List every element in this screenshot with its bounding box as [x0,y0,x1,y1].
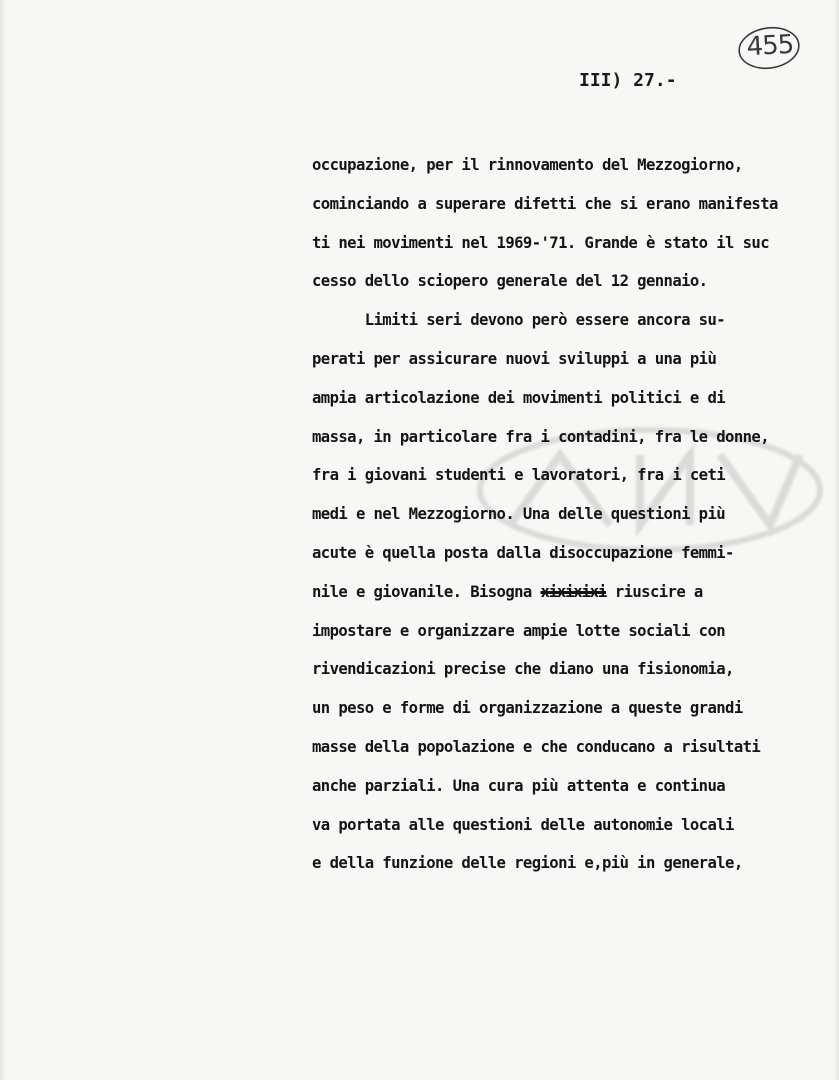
text-segment: riuscire a [606,582,703,601]
page-edge-right [833,0,839,1080]
text-line: ti nei movimenti nel 1969-'71. Grande è stato il suc [312,233,769,252]
text-line: anche parziali. Una cura più attenta e continua [312,776,726,795]
text-line: fra i giovani studenti e lavoratori, fra i ceti [312,466,726,485]
text-line: e della funzione delle regioni e,più in generale, [312,854,743,873]
text-line: massa, in particolare fra i contadini, fra le donne, [312,427,769,446]
text-line: impostare e organizzare ampie lotte sociali con [312,621,726,640]
page-edge-left [0,0,6,1080]
text-line: rivendicazioni precise che diano una fisionomia, [312,660,734,679]
text-line: acute è quella posta dalla disoccupazione femmi- [312,543,734,562]
page-number: III) 27.- [579,70,677,91]
text-line: occupazione, per il rinnovamento del Mezzogiorno, [312,156,743,174]
text-line: masse della popolazione e che conducano a risultati [312,737,761,756]
text-line: cominciando a superare difetti che si erano manifesta [312,194,778,213]
text-line-with-correction [312,573,832,612]
text-line: medi e nel Mezzogiorno. Una delle questioni più [312,505,726,524]
text-segment: nile e giovanile. Bisogna [312,582,532,601]
struck-out-word: xixixixi [540,582,607,601]
text-line: perati per assicurare nuovi sviluppi a una più [312,349,717,368]
typed-paragraph [312,146,832,883]
archive-number: 455 [745,29,795,63]
text-line: cesso dello sciopero generale del 12 gennaio. [312,272,708,291]
text-line: ampia articolazione dei movimenti politici e di [312,388,726,407]
text-line: un peso e forme di organizzazione a queste grandi [312,699,743,718]
text-line: va portata alle questioni delle autonomie locali [312,815,734,834]
text-line: Limiti seri devono però essere ancora su- [312,311,726,330]
